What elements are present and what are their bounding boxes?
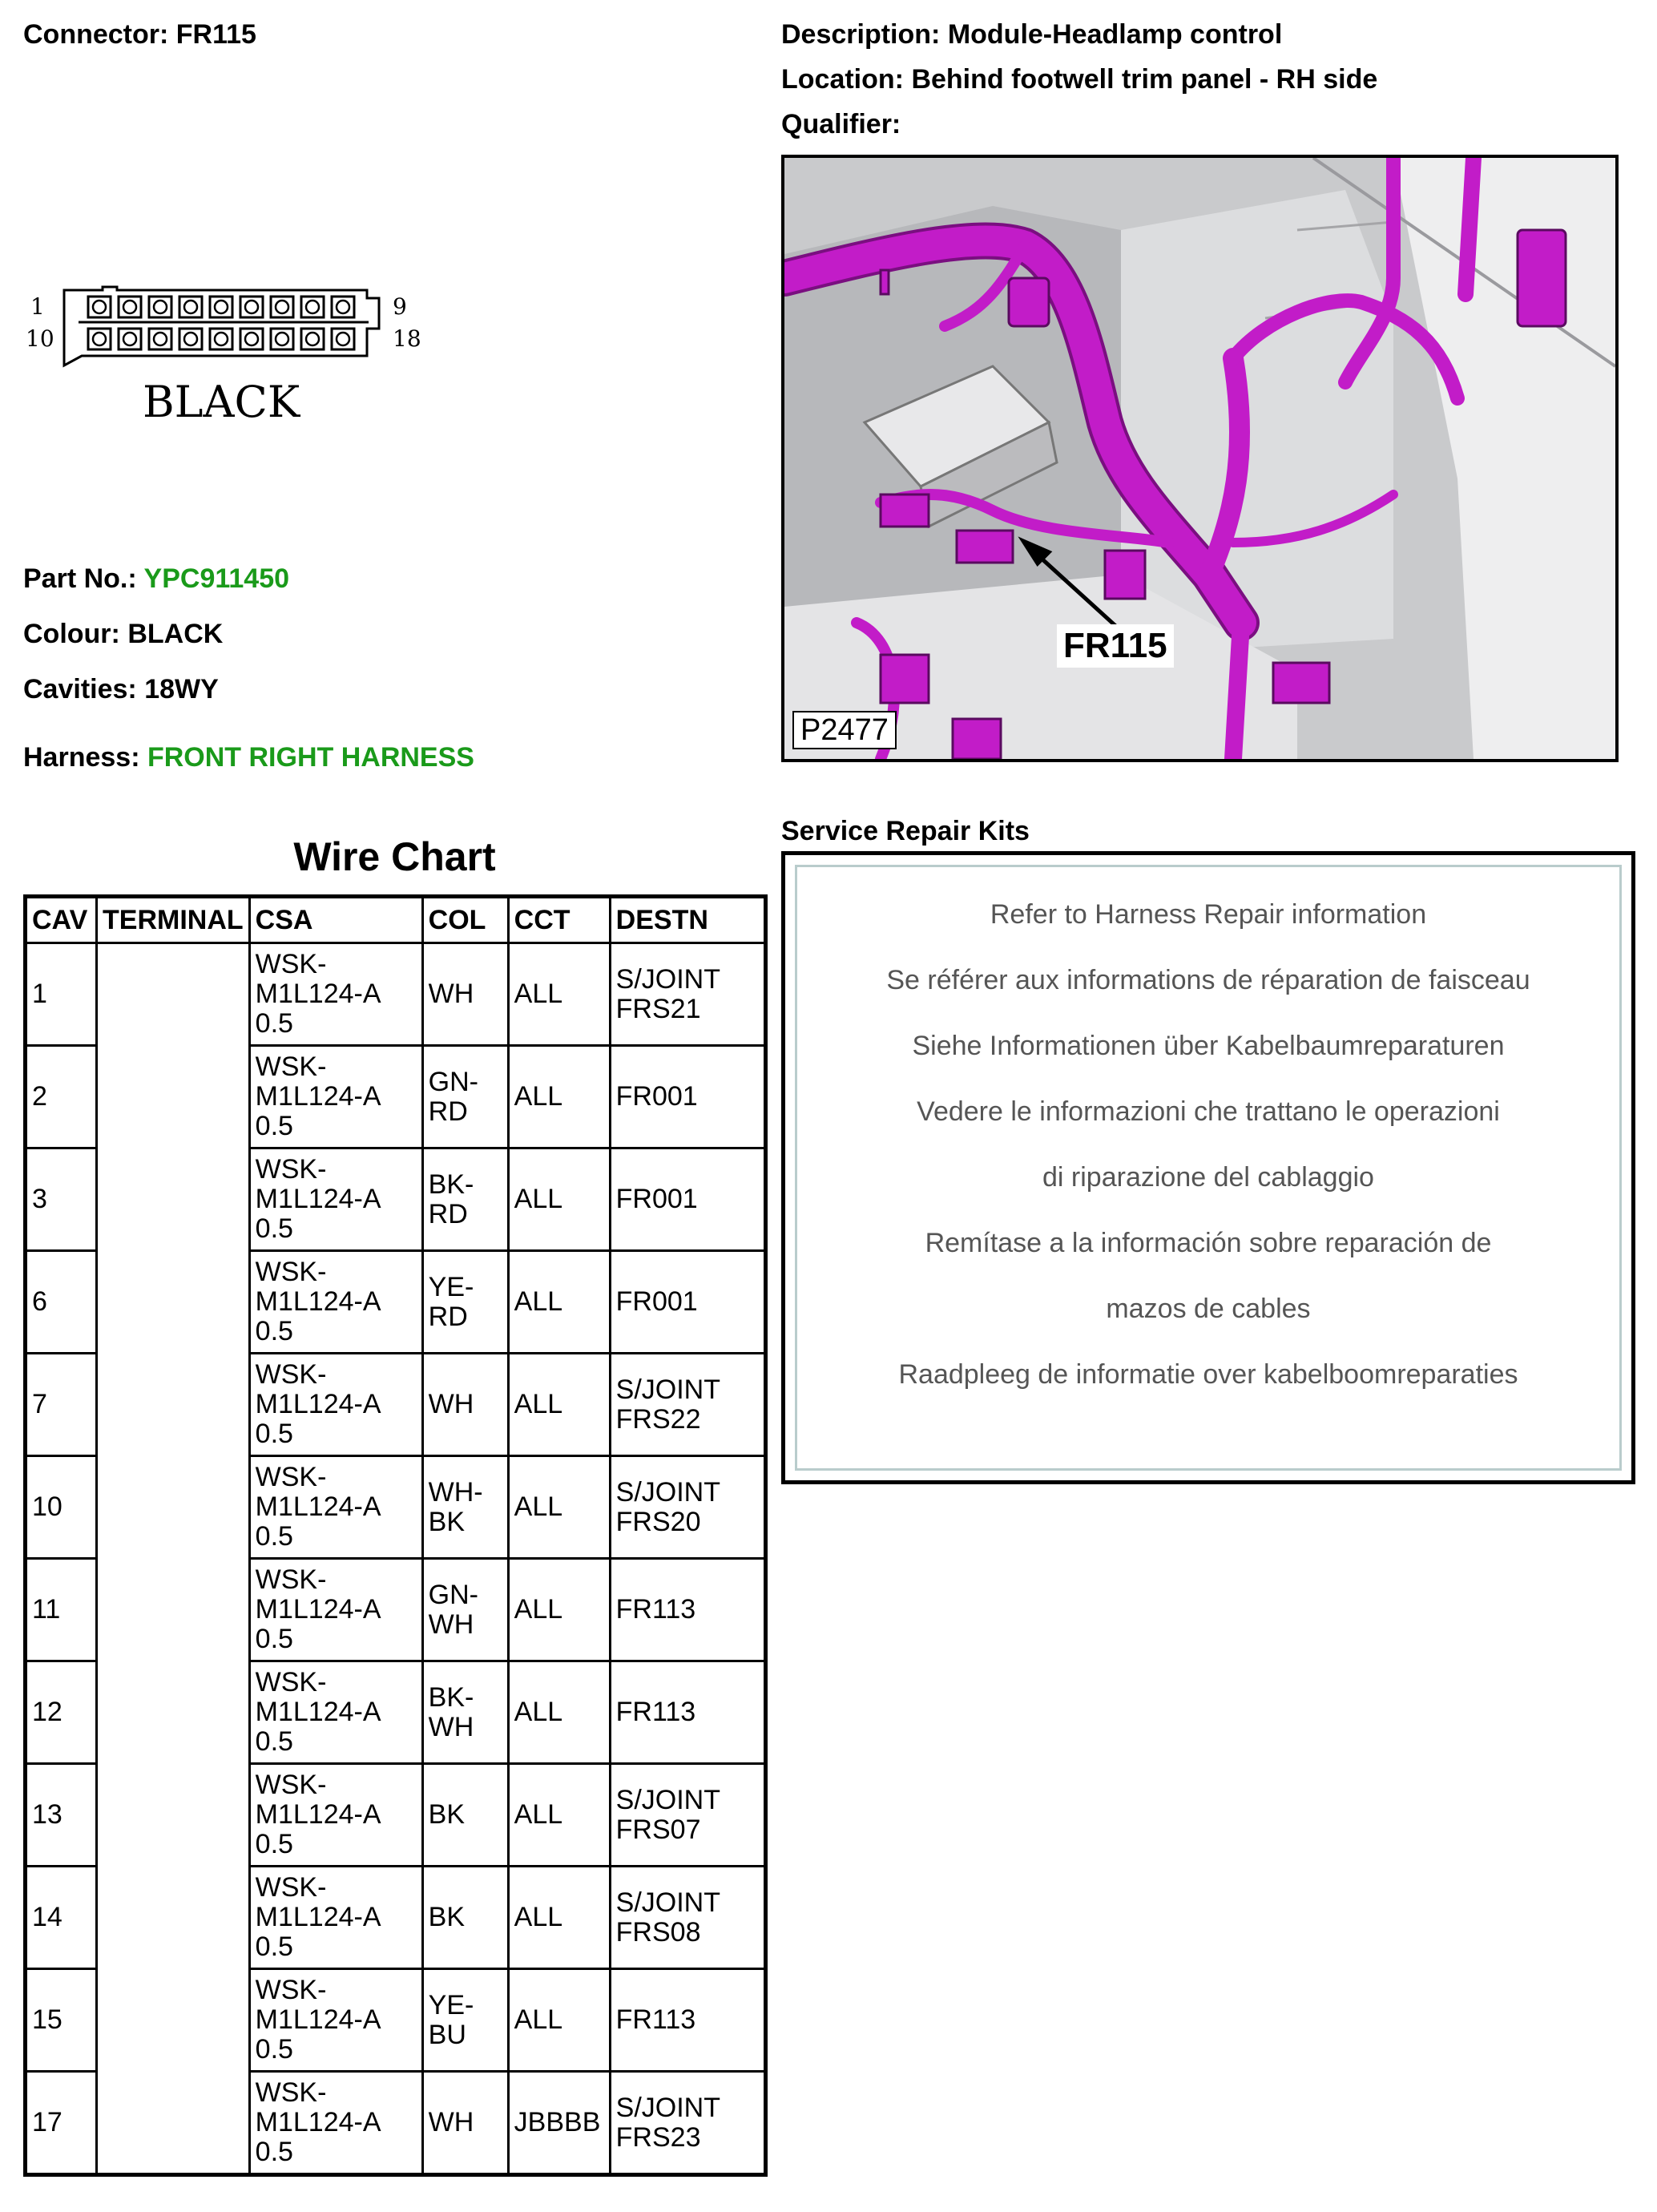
wire-chart-row [26, 1148, 766, 1251]
description-label: Description: [781, 19, 941, 50]
cct-cell: ALL [508, 1764, 610, 1867]
destn-cell-line: FRS08 [615, 1916, 701, 1948]
csa-cell [249, 1354, 422, 1456]
description-value: Module-Headlamp control [947, 19, 1283, 50]
cct-cell: ALL [508, 1661, 610, 1764]
destn-cell-line: FR113 [615, 2004, 696, 2035]
csa-cell-line: WSK- [255, 1052, 327, 1082]
csa-cell-line: M1L124-A [255, 1799, 381, 1830]
csa-cell-line: WSK- [255, 949, 327, 979]
cct-cell: ALL [508, 1148, 610, 1251]
csa-cell [249, 943, 422, 1046]
part-label: Part No.: [23, 563, 137, 594]
destn-cell-line: FR113 [615, 1594, 696, 1625]
destn-cell-line: FR001 [615, 1286, 698, 1317]
csa-cell [249, 1559, 422, 1661]
destn-cell [610, 1559, 765, 1661]
col-cell-line: RD [428, 1198, 468, 1229]
destn-cell [610, 1661, 765, 1764]
cavities-info [23, 674, 219, 705]
harness-label: Harness: [23, 742, 140, 773]
col-cell-line: WH [428, 1609, 474, 1640]
col-cell-line: BK [428, 1506, 466, 1537]
csa-cell [249, 1456, 422, 1559]
terminal-cell [97, 2072, 250, 2175]
csa-cell-line: WSK- [255, 2077, 327, 2108]
destn-cell [610, 1148, 765, 1251]
cct-cell: JBBBB [508, 2072, 610, 2175]
location-photo [781, 155, 1619, 762]
pin-label-1: 1 [30, 293, 45, 320]
csa-cell-line: 0.5 [255, 1726, 293, 1757]
photo-reference: P2477 [792, 711, 897, 749]
cav-cell: 6 [26, 1251, 97, 1354]
wire-chart-row [26, 2072, 766, 2175]
terminal-cell [97, 1764, 250, 1867]
cct-cell: ALL [508, 1559, 610, 1661]
csa-cell-line: 0.5 [255, 1111, 293, 1141]
col-cell [422, 943, 508, 1046]
wire-chart-table [23, 894, 768, 2177]
connector-face-drawing [22, 279, 431, 431]
terminal-cell [97, 1867, 250, 1969]
cav-cell: 2 [26, 1046, 97, 1148]
col-cell-line: WH- [428, 1476, 483, 1508]
wire-chart-body [26, 943, 766, 2175]
destn-cell-line: FR001 [615, 1081, 698, 1112]
col-cell [422, 1251, 508, 1354]
service-kits-title: Service Repair Kits [781, 816, 1030, 846]
terminal-cell [97, 1148, 250, 1251]
cct-cell: ALL [508, 1456, 610, 1559]
cct-cell: ALL [508, 943, 610, 1046]
csa-cell-line: WSK- [255, 1154, 327, 1185]
csa-cell-line: 0.5 [255, 1316, 293, 1346]
service-kit-line: Vedere le informazioni che trattano le operazioni [917, 1096, 1500, 1127]
wire-chart-row [26, 1867, 766, 1969]
terminal-cell [97, 1046, 250, 1148]
service-kit-line: mazos de cables [1106, 1294, 1311, 1324]
header-cav: CAV [26, 897, 97, 943]
connector-label: Connector: [23, 19, 169, 50]
wire-chart-row [26, 1764, 766, 1867]
destn-cell-line: S/JOINT [615, 1784, 720, 1815]
destn-cell-line: FRS23 [615, 2121, 701, 2153]
destn-cell [610, 2072, 765, 2175]
cct-cell: ALL [508, 1046, 610, 1148]
destn-cell-line: S/JOINT [615, 1374, 720, 1405]
col-cell [422, 1148, 508, 1251]
col-cell-line: GN- [428, 1066, 478, 1097]
terminal-cell [97, 1559, 250, 1661]
colour-label: Colour: [23, 619, 120, 649]
destn-cell [610, 1456, 765, 1559]
wire-chart-title: Wire Chart [293, 834, 496, 879]
wire-chart-row [26, 1456, 766, 1559]
csa-cell-line: M1L124-A [255, 1697, 381, 1727]
destn-cell-line: S/JOINT [615, 2092, 720, 2123]
service-kit-line: di riparazione del cablaggio [1042, 1162, 1374, 1193]
pin-label-10: 10 [26, 325, 54, 352]
csa-cell [249, 1251, 422, 1354]
destn-cell [610, 1046, 765, 1148]
col-cell-line: BU [428, 2019, 466, 2050]
col-cell [422, 1354, 508, 1456]
wire-chart-row [26, 943, 766, 1046]
wire-chart-row [26, 1046, 766, 1148]
wire-chart-row [26, 1354, 766, 1456]
col-cell [422, 1764, 508, 1867]
col-cell-line: BK- [428, 1169, 474, 1200]
csa-cell-line: 0.5 [255, 1419, 293, 1449]
col-cell-line: WH [428, 1711, 474, 1742]
destn-cell-line: S/JOINT [615, 1887, 720, 1918]
terminal-cell [97, 1661, 250, 1764]
col-cell [422, 1559, 508, 1661]
terminal-cell [97, 1969, 250, 2072]
csa-cell-line: M1L124-A [255, 979, 381, 1009]
harness-info [23, 742, 474, 773]
csa-cell-line: M1L124-A [255, 1594, 381, 1625]
terminal-cell [97, 943, 250, 1046]
location-heading [781, 64, 1377, 95]
service-kit-line: Refer to Harness Repair information [990, 899, 1427, 930]
csa-cell-line: WSK- [255, 1462, 327, 1492]
csa-cell-line: 0.5 [255, 1521, 293, 1552]
col-cell [422, 2072, 508, 2175]
csa-cell [249, 1661, 422, 1764]
colour-value: BLACK [127, 619, 224, 649]
qualifier-heading [781, 109, 901, 140]
csa-cell-line: WSK- [255, 1257, 327, 1287]
col-cell-line: RD [428, 1301, 468, 1332]
header-csa: CSA [249, 897, 422, 943]
cav-cell: 10 [26, 1456, 97, 1559]
pin-label-18: 18 [393, 325, 421, 352]
csa-cell-line: M1L124-A [255, 2004, 381, 2035]
destn-cell-line: FRS20 [615, 1506, 701, 1537]
csa-cell-line: WSK- [255, 1975, 327, 2005]
csa-cell-line: WSK- [255, 1564, 327, 1595]
destn-cell [610, 1354, 765, 1456]
connector-color-label: BLACK [143, 377, 300, 427]
csa-cell-line: 0.5 [255, 1624, 293, 1654]
destn-cell [610, 1764, 765, 1867]
description-heading [781, 19, 1282, 50]
destn-cell-line: FRS21 [615, 993, 701, 1024]
destn-cell-line: FR001 [615, 1184, 698, 1214]
wire-chart-row [26, 1661, 766, 1764]
harness-link[interactable]: FRONT RIGHT HARNESS [147, 742, 474, 773]
harness-illustration [784, 158, 1615, 759]
service-kits-inner [795, 865, 1622, 1471]
wire-chart-row [26, 1559, 766, 1661]
col-cell [422, 1661, 508, 1764]
cct-cell: ALL [508, 1354, 610, 1456]
col-cell-line: WH [428, 979, 474, 1009]
destn-cell [610, 1867, 765, 1969]
cav-cell: 1 [26, 943, 97, 1046]
cav-cell: 7 [26, 1354, 97, 1456]
cav-cell: 13 [26, 1764, 97, 1867]
cav-cell: 14 [26, 1867, 97, 1969]
csa-cell [249, 1046, 422, 1148]
col-cell-line: BK [428, 1799, 466, 1830]
location-label: Location: [781, 64, 904, 95]
csa-cell-line: WSK- [255, 1359, 327, 1390]
cavities-label: Cavities: [23, 674, 137, 704]
connector-value: FR115 [175, 19, 256, 50]
csa-cell [249, 1867, 422, 1969]
col-cell-line: RD [428, 1096, 468, 1127]
fr115-callout: FR115 [1057, 624, 1174, 668]
cav-cell: 12 [26, 1661, 97, 1764]
pin-label-9: 9 [393, 293, 407, 320]
destn-cell-line: S/JOINT [615, 963, 720, 995]
destn-cell-line: FRS22 [615, 1403, 701, 1435]
csa-cell-line: WSK- [255, 1667, 327, 1697]
csa-cell [249, 1969, 422, 2072]
destn-cell-line: FR113 [615, 1697, 696, 1727]
cct-cell: ALL [508, 1867, 610, 1969]
csa-cell-line: 0.5 [255, 1931, 293, 1962]
csa-cell [249, 1764, 422, 1867]
csa-cell-line: 0.5 [255, 2137, 293, 2167]
csa-cell-line: M1L124-A [255, 1491, 381, 1522]
qualifier-label: Qualifier: [781, 109, 901, 139]
terminal-cell [97, 1354, 250, 1456]
header-terminal: TERMINAL [97, 897, 250, 943]
cav-cell: 3 [26, 1148, 97, 1251]
col-cell-line: YE- [428, 1271, 474, 1302]
cavities-value: 18WY [144, 674, 219, 704]
service-kit-line: Remítase a la información sobre reparación de [925, 1228, 1492, 1258]
service-kits-box [781, 851, 1635, 1484]
csa-cell-line: M1L124-A [255, 1389, 381, 1419]
col-cell [422, 1456, 508, 1559]
csa-cell-line: M1L124-A [255, 1286, 381, 1317]
terminal-cell [97, 1251, 250, 1354]
csa-cell-line: M1L124-A [255, 1902, 381, 1932]
header-destn: DESTN [610, 897, 765, 943]
wire-chart-row [26, 1251, 766, 1354]
header-cct: CCT [508, 897, 610, 943]
csa-cell-line: WSK- [255, 1872, 327, 1903]
part-number [23, 563, 289, 595]
wire-chart-row [26, 1969, 766, 2072]
destn-cell [610, 943, 765, 1046]
col-cell-line: WH [428, 1389, 474, 1419]
csa-cell-line: 0.5 [255, 2034, 293, 2065]
connector-heading [23, 19, 256, 50]
csa-cell-line: M1L124-A [255, 1081, 381, 1112]
col-cell-line: BK [428, 1902, 466, 1932]
destn-cell-line: FRS07 [615, 1814, 701, 1845]
col-cell-line: BK- [428, 1681, 474, 1713]
header-col: COL [422, 897, 508, 943]
csa-cell-line: 0.5 [255, 1213, 293, 1244]
csa-cell [249, 1148, 422, 1251]
location-value: Behind footwell trim panel - RH side [911, 64, 1378, 95]
service-kit-line: Raadpleeg de informatie over kabelboomreparaties [898, 1359, 1518, 1390]
destn-cell-line: S/JOINT [615, 1476, 720, 1508]
destn-cell [610, 1969, 765, 2072]
csa-cell-line: M1L124-A [255, 2107, 381, 2137]
cav-cell: 15 [26, 1969, 97, 2072]
col-cell [422, 1046, 508, 1148]
col-cell [422, 1867, 508, 1969]
cct-cell: ALL [508, 1251, 610, 1354]
destn-cell [610, 1251, 765, 1354]
col-cell-line: YE- [428, 1989, 474, 2020]
cav-cell: 11 [26, 1559, 97, 1661]
col-cell-line: WH [428, 2107, 474, 2137]
wire-chart-header-row [26, 897, 766, 943]
csa-cell [249, 2072, 422, 2175]
service-kit-line: Se référer aux informations de réparation de faisceau [886, 965, 1530, 995]
terminal-cell [97, 1456, 250, 1559]
csa-cell-line: 0.5 [255, 1008, 293, 1039]
colour-info [23, 619, 223, 650]
cct-cell: ALL [508, 1969, 610, 2072]
col-cell [422, 1969, 508, 2072]
col-cell-line: GN- [428, 1579, 478, 1610]
csa-cell-line: WSK- [255, 1770, 327, 1800]
csa-cell-line: 0.5 [255, 1829, 293, 1859]
part-number-link[interactable]: YPC911450 [143, 563, 290, 594]
csa-cell-line: M1L124-A [255, 1184, 381, 1214]
cav-cell: 17 [26, 2072, 97, 2175]
service-kit-line: Siehe Informationen über Kabelbaumreparaturen [912, 1031, 1505, 1061]
